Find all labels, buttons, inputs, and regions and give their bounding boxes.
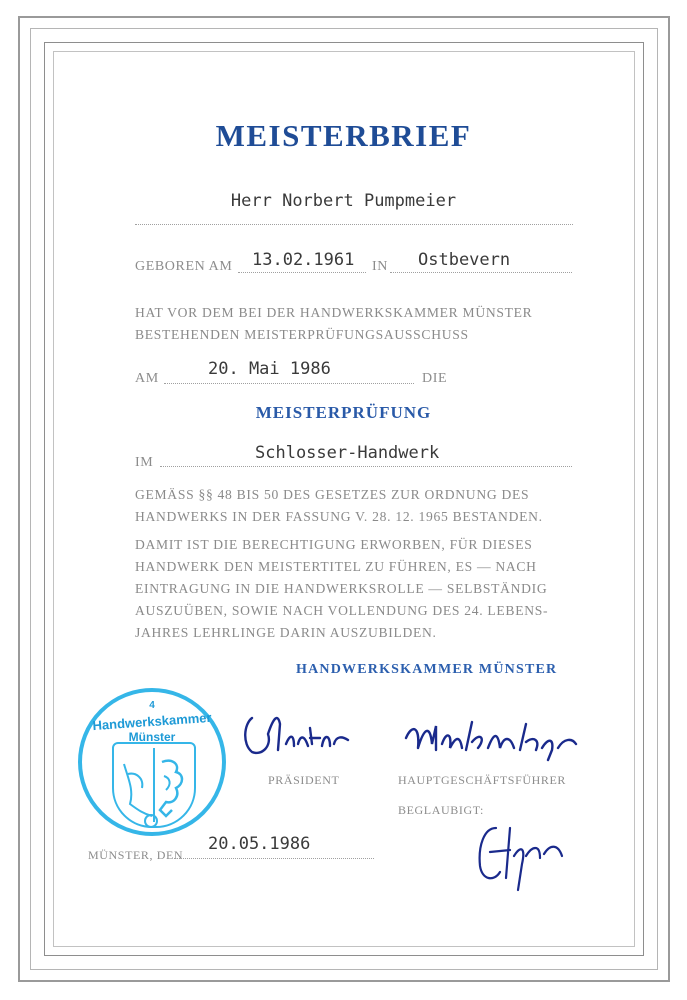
am-label: AM bbox=[135, 371, 159, 386]
rights-line: EINTRAGUNG IN DIE HANDWERKSROLLE — SELBSTÄNDIG bbox=[135, 581, 548, 596]
recipient-name: Herr Norbert Pumpmeier bbox=[230, 191, 457, 211]
manager-signature bbox=[402, 714, 580, 767]
rights-line: AUSZUÜBEN, SOWIE NACH VOLLENDUNG DES 24. LEBENS- bbox=[135, 603, 549, 618]
intro-line: HAT VOR DEM BEI DER HANDWERKSKAMMER MÜNSTER bbox=[135, 305, 533, 320]
trade-name: Schlosser-Handwerk bbox=[255, 443, 440, 463]
law-line: GEMÄSS §§ 48 BIS 50 DES GESETZES ZUR ORDNUNG DES bbox=[135, 487, 530, 502]
stamp-line: Münster bbox=[128, 730, 176, 744]
intro-line: BESTEHENDEN MEISTERPRÜFUNGSAUSSCHUSS bbox=[135, 327, 469, 342]
exam-date-line bbox=[164, 383, 414, 384]
stamp-number: 4 bbox=[149, 700, 155, 711]
stamp-seal-dot bbox=[144, 814, 158, 828]
rights-line: JAHRES LEHRLINGE DARIN AUSZUBILDEN. bbox=[135, 625, 437, 640]
birth-date: 13.02.1961 bbox=[252, 250, 355, 270]
rights-line: HANDWERK DEN MEISTERTITEL ZU FÜHREN, ES — NACH bbox=[135, 559, 537, 574]
exam-date: 20. Mai 1986 bbox=[208, 359, 331, 379]
issue-date-line bbox=[174, 858, 374, 859]
stamp-line: Handwerkskammer bbox=[91, 709, 212, 734]
issue-date: 20.05.1986 bbox=[208, 834, 311, 854]
birth-place-line bbox=[390, 272, 572, 273]
die-label: DIE bbox=[422, 371, 448, 386]
place-date-label: MÜNSTER, DEN bbox=[88, 848, 184, 862]
exam-heading: MEISTERPRÜFUNG bbox=[255, 403, 432, 422]
manager-label: HAUPTGESCHÄFTSFÜHRER bbox=[398, 773, 567, 787]
im-label: IM bbox=[135, 455, 154, 470]
president-label: PRÄSIDENT bbox=[268, 773, 340, 787]
rights-line: DAMIT IST DIE BERECHTIGUNG ERWORBEN, FÜR DIESES bbox=[135, 537, 533, 552]
official-stamp bbox=[78, 688, 226, 836]
law-line: HANDWERKS IN DER FASSUNG V. 28. 12. 1965 BESTANDEN. bbox=[135, 509, 543, 524]
born-label: GEBOREN AM bbox=[135, 259, 233, 274]
president-signature bbox=[238, 704, 358, 765]
certificate-title: MEISTERBRIEF bbox=[215, 118, 472, 153]
certified-label: BEGLAUBIGT: bbox=[398, 803, 484, 817]
chamber-name: HANDWERKSKAMMER MÜNSTER bbox=[296, 662, 558, 677]
in-label: IN bbox=[372, 259, 388, 274]
birth-date-line bbox=[238, 272, 366, 273]
trade-line bbox=[160, 466, 572, 467]
certification-signature bbox=[470, 816, 570, 901]
recipient-line bbox=[135, 224, 573, 225]
birth-place: Ostbevern bbox=[418, 250, 511, 270]
